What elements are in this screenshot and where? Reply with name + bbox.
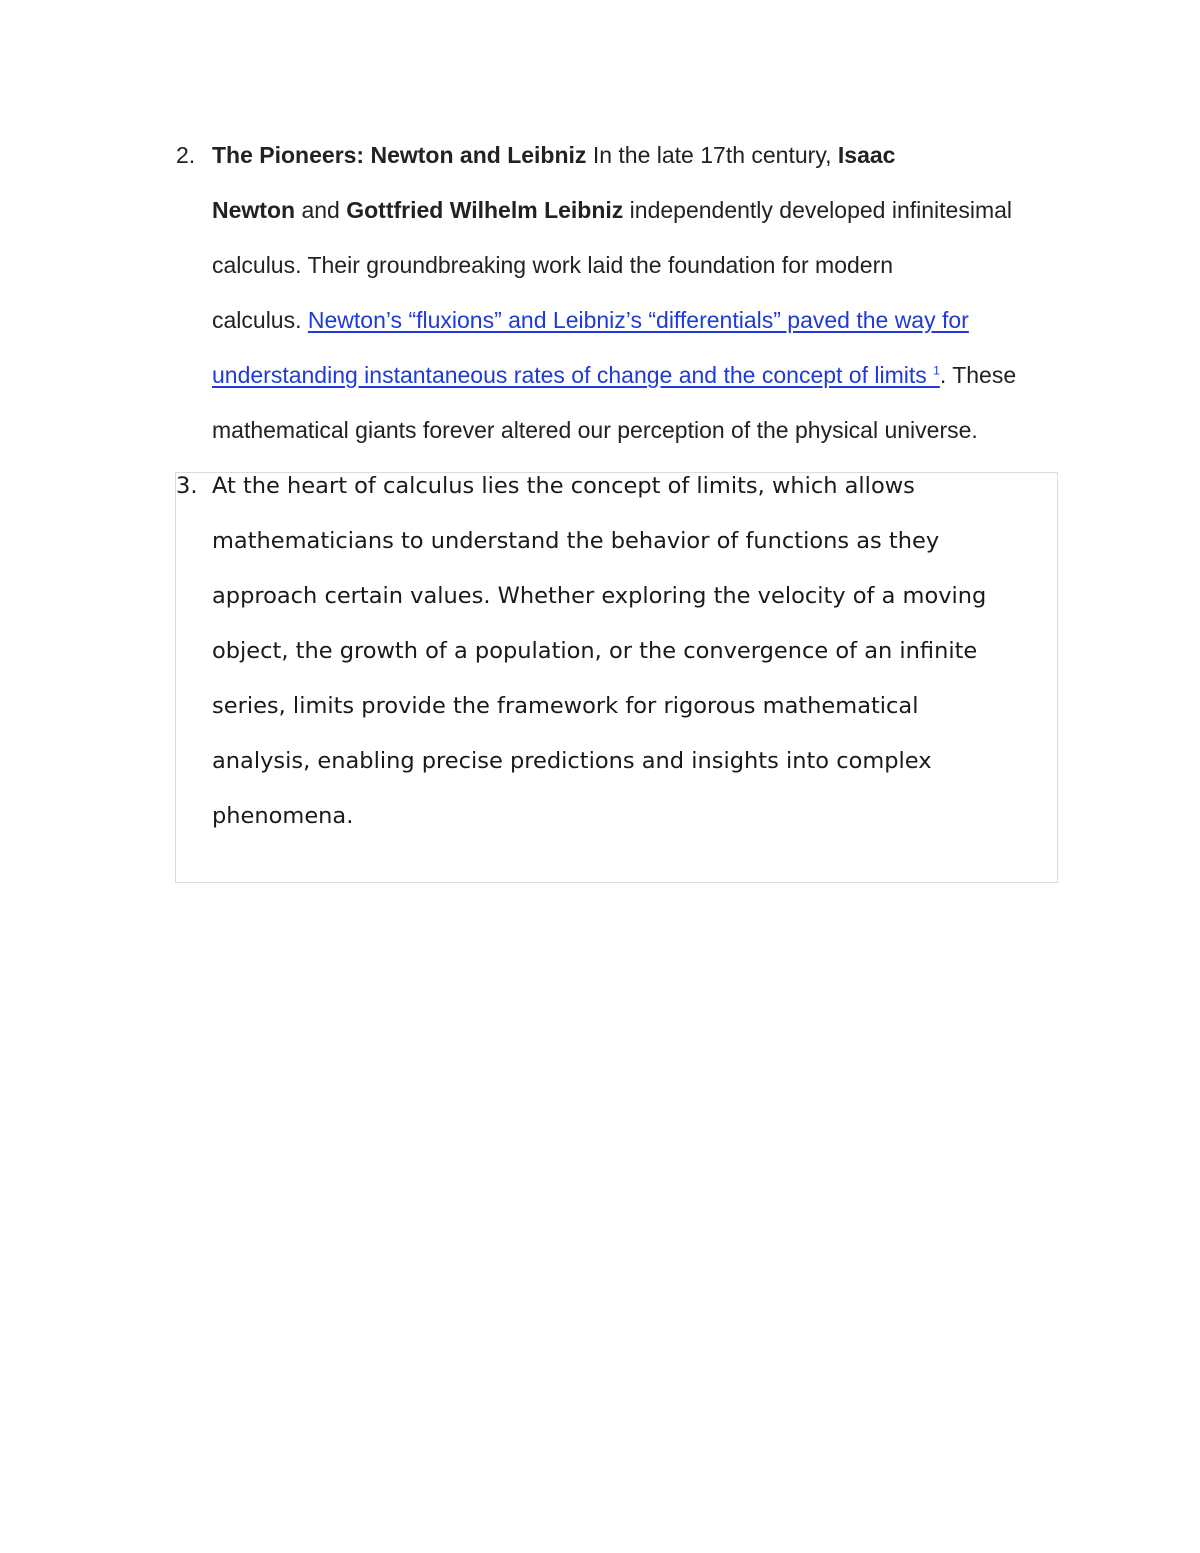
text-line: approach certain values. Whether exploring the velocity of a moving	[212, 583, 987, 609]
text-line: analysis, enabling precise predictions and insights into complex	[212, 748, 932, 774]
section-heading: The Pioneers: Newton and Leibniz	[212, 142, 587, 168]
link-text-line-1: Newton’s “fluxions” and Leibniz’s “differentials” paved the way for	[307, 307, 969, 333]
paragraph-limits	[212, 459, 1042, 844]
footnote-marker: 1	[933, 363, 940, 378]
text-run: In the late 17th century,	[586, 142, 838, 168]
list-number: 3.	[176, 473, 198, 499]
text-line: mathematicians to understand the behavior of functions as they	[212, 528, 940, 554]
text-run: independently developed infinitesimal	[623, 197, 1013, 223]
list-number: 2.	[176, 142, 196, 168]
text-run: mathematical giants forever altered our perception of the physical universe.	[212, 417, 978, 443]
name-leibniz: Gottfried Wilhelm Leibniz	[346, 197, 624, 223]
name-isaac: Isaac	[837, 142, 896, 168]
text-line: series, limits provide the framework for rigorous mathematical	[212, 693, 919, 719]
text-run: . These	[939, 362, 1017, 388]
paragraph-pioneers	[212, 128, 1062, 458]
text-line: phenomena.	[212, 803, 354, 829]
text-line: At the heart of calculus lies the concept of limits, which allows	[212, 473, 915, 499]
text-run: calculus. Their groundbreaking work laid the foundation for modern	[212, 252, 894, 278]
text-run: calculus.	[212, 307, 308, 333]
text-line: object, the growth of a population, or the convergence of an infinite	[212, 638, 978, 664]
footnote-link[interactable]	[212, 307, 969, 388]
link-text-line-2: understanding instantaneous rates of change and the concept of limits	[212, 362, 934, 388]
name-newton: Newton	[212, 197, 296, 223]
text-run: and	[295, 197, 347, 223]
